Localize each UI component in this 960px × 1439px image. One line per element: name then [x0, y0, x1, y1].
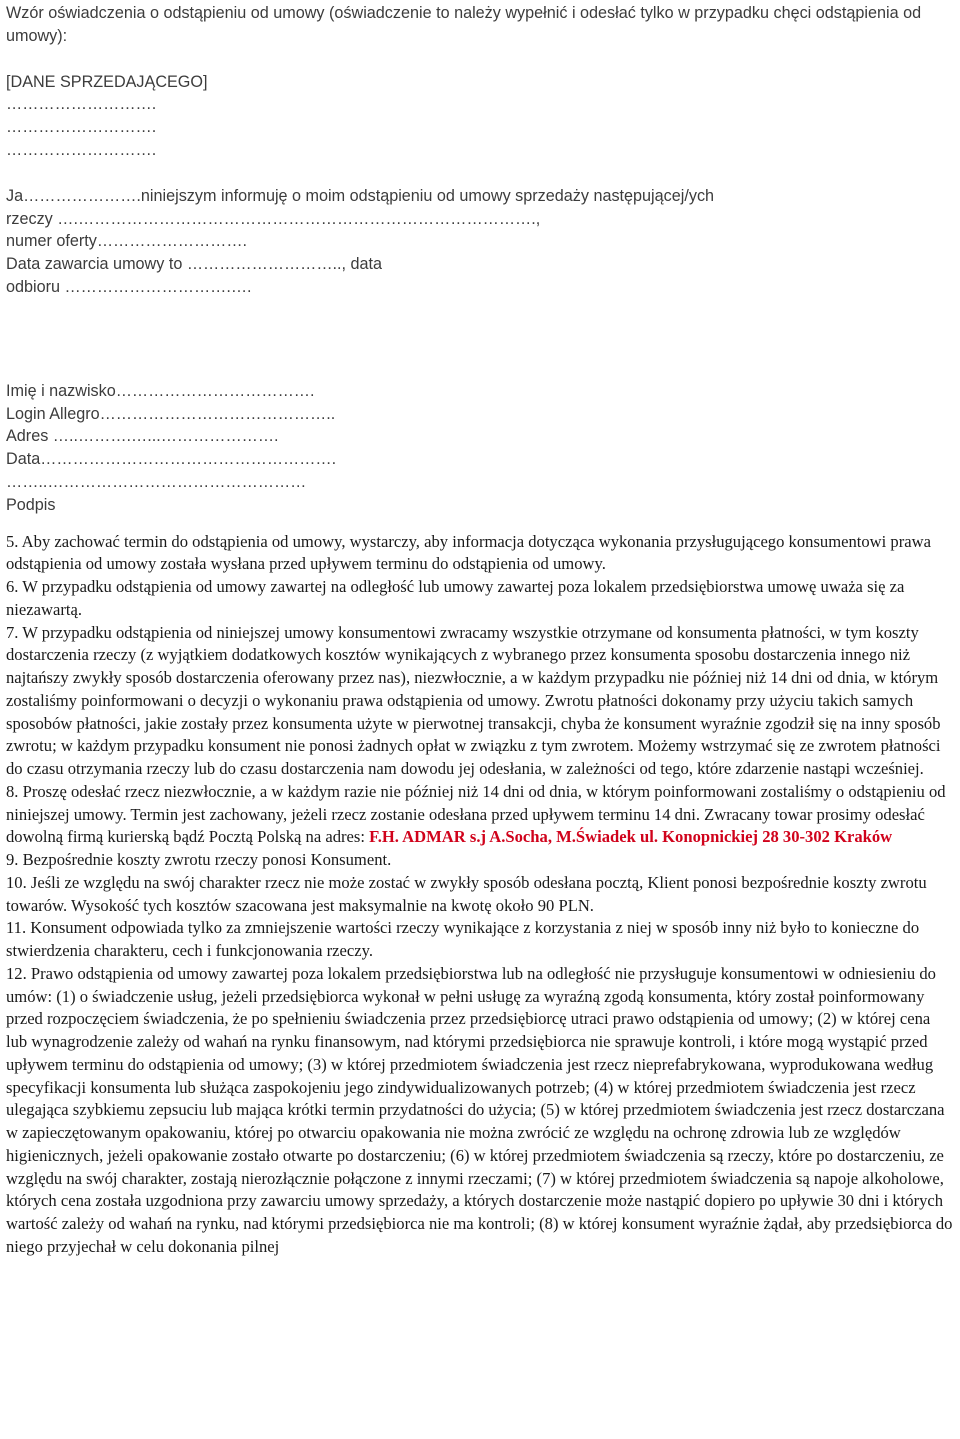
seller-line: ……………………….	[6, 140, 157, 159]
statement-line: Ja………………….niniejszym informuję o moim odstąpieniu od umowy sprzedaży następującej/ych	[6, 186, 715, 205]
address-field: Adres …..……….…...………………….	[6, 427, 279, 446]
terms-paragraph-5: 5. Aby zachować termin do odstąpienia od umowy, wystarczy, aby informacja dotycząca wykonania przysługującego konsumentowi prawa odstąpienia od umowy została wysłana przed upływem terminu do odstąpienia od umowy.	[6, 531, 931, 574]
seller-header: [DANE SPRZEDAJĄCEGO]	[6, 72, 208, 91]
terms-paragraph-6: 6. W przypadku odstąpienia od umowy zawartej na odległość lub umowy zawartej poza lokalem przedsiębiorstwa umowę uważa się za niezawartą.	[6, 577, 905, 619]
spacer	[6, 299, 954, 380]
seller-line: ……………………….	[6, 118, 157, 137]
seller-line: ……………………….	[6, 95, 157, 114]
name-field: Imię i nazwisko……………………………….	[6, 381, 315, 400]
terms-paragraph-11: 11. Konsument odpowiada tylko za zmniejszenie wartości rzeczy wynikające z korzystania z niej w sposób inny niż było to konieczne do stwierdzenia charakteru, cech i funkcjonowania rzeczy.	[6, 918, 920, 961]
terms-paragraph-8-text: 8. Proszę odesłać rzecz niezwłocznie, a w każdym razie nie później niż 14 dni od dnia, w którym poinformowani zostaliśmy o odstąpieniu od niniejszej umowy. Termin jest zachowany, jeżeli rzecz zostanie odesłana przed upływem terminu 14 dni. Zwracany towar prosimy odesłać dowolną firmą kurierską bądź Pocztą Polską na adres:	[6, 781, 946, 847]
spacer	[6, 517, 954, 531]
date-field: Data……………………………………………….	[6, 450, 337, 469]
spacer	[6, 162, 954, 185]
statement-line: odbioru ………………………….….	[6, 277, 252, 296]
terms-paragraph-8	[6, 781, 954, 849]
return-address: F.H. ADMAR s.j A.Socha, M.Świadek ul. Konopnickiej 28 30-302 Kraków	[369, 827, 893, 847]
login-field: Login Allegro……………………………………..	[6, 404, 336, 423]
terms-paragraph-9: 9. Bezpośrednie koszty zwrotu rzeczy ponosi Konsument.	[6, 850, 392, 870]
terms-section	[6, 531, 954, 1259]
statement-line: rzeczy ….………………………………………………………………………….,	[6, 209, 541, 228]
withdrawal-form	[6, 2, 954, 517]
form-intro: Wzór oświadczenia o odstąpieniu od umowy (oświadczenie to należy wypełnić i odesłać tylko w przypadku chęci odstąpienia od umowy):	[6, 4, 922, 45]
terms-paragraph-12: 12. Prawo odstąpienia od umowy zawartej poza lokalem przedsiębiorstwa lub na odległość nie przysługuje konsumentowi w odniesieniu do umów: (1) o świadczenie usług, jeżeli przedsiębiorca wykonał w pełni usługę za wyraźną zgodą konsumenta, który został poinformowany przed rozpoczęciem świadczenia, że po spełnieniu świadczenia przez przedsiębiorcę utraci prawo odstąpienia od umowy; (2) w której cena lub wynagrodzenie zależy od wahań na rynku finansowym, nad którymi przedsiębiorca nie sprawuje kontroli, i które mogą wystąpić przed upływem terminu do odstąpienia od umowy; (3) w której przedmiotem świadczenia jest rzecz nieprefabrykowana, wyprodukowana według specyfikacji konsumenta lub służąca zaspokojeniu jego zindywidualizowanych potrzeb; (4) w której przedmiotem świadczenia jest rzecz ulegająca szybkiemu zepsuciu lub mająca krótki termin przydatności do użycia; (5) w której przedmiotem świadczenia jest rzecz dostarczana w zapieczętowanym opakowaniu, której po otwarciu opakowania nie można zwrócić ze względu na ochronę zdrowia lub ze względów higienicznych, jeżeli opakowanie zostało otwarte po dostarczeniu; (6) w której przedmiotem świadczenia są rzeczy, które po dostarczeniu, ze względu na swój charakter, zostają nierozłącznie połączone z innymi rzeczami; (7) w której przedmiotem świadczenia są napoje alkoholowe, których cena została uzgodniona przy zawarciu umowy sprzedaży, a których dostarczenie może nastąpić dopiero po upływie 30 dni i których wartość zależy od wahań na rynku, nad którymi przedsiębiorca nie ma kontroli; (8) w której konsument wyraźnie żądał, aby przedsiębiorca do niego przyjechał w celu dokonania pilnej	[6, 963, 953, 1256]
spacer	[6, 48, 954, 71]
statement-line: numer oferty……………………….	[6, 232, 248, 251]
terms-paragraph-7: 7. W przypadku odstąpienia od niniejszej umowy konsumentowi zwracamy wszystkie otrzymane od konsumenta płatności, w tym koszty dostarczenia rzeczy (z wyjątkiem dodatkowych kosztów wynikających z wybranego przez konsumenta sposobu dostarczenia innego niż najtańszy zwykły sposób dostarczenia oferowany przez nas), niezwłocznie, a w każdym przypadku nie później niż 14 dni od dnia, w którym zostaliśmy poinformowani o decyzji o wykonaniu prawa odstąpienia od umowy. Zwrotu płatności dokonamy przy użyciu takich samych sposobów płatności, jakie zostały przez konsumenta użyte w pierwotnej transakcji, chyba że konsument wyraźnie zgodził się na inny sposób zwrotu; w każdym przypadku konsument nie ponosi żadnych opłat w związku z tym zwrotem. Możemy wstrzymać się ze zwrotem płatności do czasu otrzymania rzeczy lub do czasu dostarczenia nam dowodu jej odesłania, w zależności od tego, które zdarzenie nastąpi wcześniej.	[6, 622, 941, 779]
signature-label: Podpis	[6, 495, 56, 514]
signature-line: ……..…………………………………………	[6, 472, 307, 491]
statement-line: Data zawarcia umowy to ……………………….., data	[6, 255, 383, 274]
terms-paragraph-10: 10. Jeśli ze względu na swój charakter rzecz nie może zostać w zwykły sposób odesłana pocztą, Klient ponosi bezpośrednie koszty zwrotu towarów. Wysokość tych kosztów szacowana jest maksymalnie na kwotę około 90 PLN.	[6, 872, 927, 915]
